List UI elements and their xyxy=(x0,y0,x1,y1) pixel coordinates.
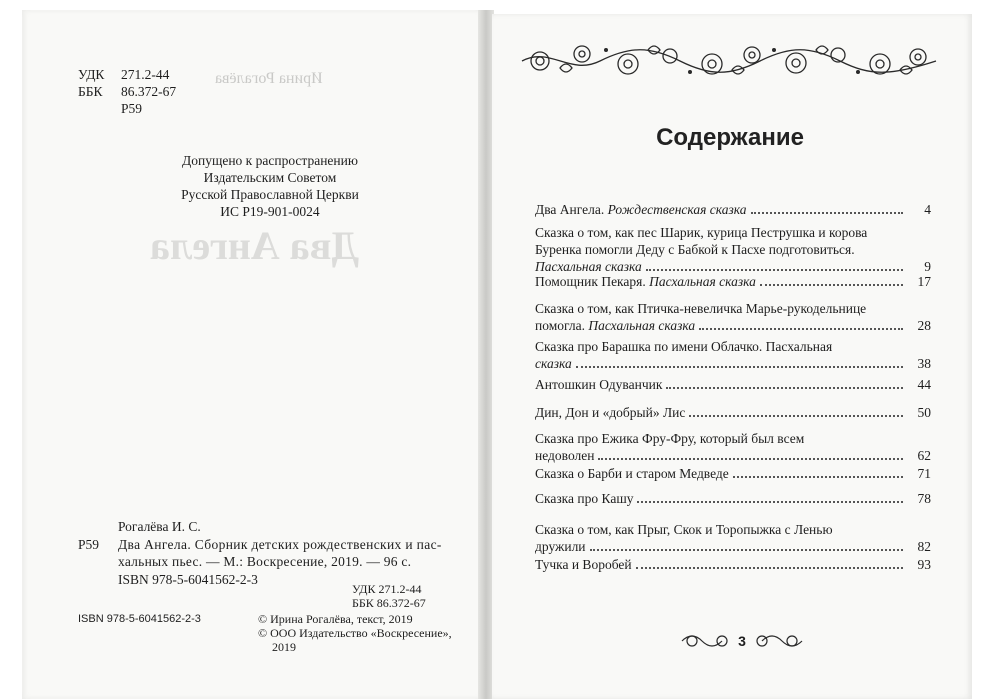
toc-entry-genre: сказка xyxy=(535,356,572,371)
bbk-code: ББК xyxy=(78,84,103,99)
toc-page-number: 93 xyxy=(917,557,931,572)
toc-entry xyxy=(535,224,931,275)
toc-entry-text xyxy=(535,317,695,334)
toc-entry-title: Дин, Дон и «добрый» Лис xyxy=(535,405,686,420)
toc-entry xyxy=(535,521,931,555)
toc-entry-genre: Пасхальная сказка xyxy=(535,259,642,274)
dot-leader xyxy=(636,567,903,569)
toc-entry-text xyxy=(535,376,662,393)
dot-leader xyxy=(576,366,903,368)
toc-entry-title: Два Ангела. xyxy=(535,202,608,217)
copyright-year: 2019 xyxy=(272,640,296,654)
toc-entry-text xyxy=(535,490,633,507)
udk-value: 271.2-44 xyxy=(121,67,170,82)
dot-leader xyxy=(598,458,903,460)
page-number: 3 xyxy=(738,633,746,649)
toc-title: Содержание xyxy=(656,124,804,151)
bib-udk: УДК 271.2-44 xyxy=(352,582,422,596)
toc-entry-title: Тучка и Воробей xyxy=(535,557,632,572)
toc-entry-text xyxy=(535,465,729,482)
toc-page-number: 17 xyxy=(917,274,931,289)
toc-entry xyxy=(535,300,931,334)
toc-entry-text xyxy=(535,538,586,555)
toc-entry-title: Антошкин Одуванчик xyxy=(535,377,663,392)
toc-page-number: 44 xyxy=(917,377,931,392)
toc-entry-line: Буренка помогли Деду с Бабкой к Пасхе подготовиться. xyxy=(535,242,855,257)
toc-entry-title: помогла. xyxy=(535,318,589,333)
toc-entry-title: Сказка о Барби и старом Медведе xyxy=(535,466,729,481)
toc-entry xyxy=(535,404,931,421)
toc-entry-last-line xyxy=(535,376,931,393)
toc-entry-title: недоволен xyxy=(535,448,595,463)
dot-leader xyxy=(733,476,903,478)
toc-page-number: 28 xyxy=(917,318,931,333)
toc-entry xyxy=(535,556,931,573)
copyright-line: © ООО Издательство «Воскресение», xyxy=(258,626,452,640)
toc-entry-text xyxy=(535,355,572,372)
bib-author: Рогалёва И. С. xyxy=(118,519,201,534)
toc-entry-title: Помощник Пекаря. xyxy=(535,274,650,289)
udk-code: УДК xyxy=(78,67,105,82)
toc-entry-text xyxy=(535,201,747,218)
bib-description-line: Два Ангела. Сборник детских рождественских и пас- xyxy=(118,537,442,552)
toc-entry-line: Сказка о том, как пес Шарик, курица Пеструшка и корова xyxy=(535,225,868,240)
catalog-code: Р59 xyxy=(121,101,143,116)
toc-entry-last-line xyxy=(535,201,931,218)
toc-entry-last-line xyxy=(535,538,931,555)
approval-line: ИС Р19-901-0024 xyxy=(220,204,320,219)
dot-leader xyxy=(760,284,903,286)
floral-ornament-icon xyxy=(520,38,938,84)
dot-leader xyxy=(646,269,903,271)
toc-entry-text xyxy=(535,404,685,421)
toc-entry-last-line xyxy=(535,556,931,573)
toc-entry-text xyxy=(535,273,756,290)
toc-entry-text xyxy=(535,556,632,573)
bib-isbn: ISBN 978-5-6041562-2-3 xyxy=(118,572,258,587)
bib-description-line: хальных пьес. — М.: Воскресение, 2019. — 96 с. xyxy=(118,554,412,569)
toc-entry-last-line xyxy=(535,490,931,507)
toc-entry-text xyxy=(535,447,594,464)
toc-page-number: 78 xyxy=(917,491,931,506)
toc-entry-line: Сказка о том, как Прыг, Скок и Торопыжка с Ленью xyxy=(535,522,833,537)
toc-page-number: 62 xyxy=(917,448,931,463)
toc-entry-genre: Пасхальная сказка xyxy=(588,318,696,333)
copyright-line: © Ирина Рогалёва, текст, 2019 xyxy=(258,612,413,626)
toc-page-number: 9 xyxy=(924,259,931,274)
show-through-author: Ирина Рогалёва xyxy=(215,70,323,87)
dot-leader xyxy=(666,387,903,389)
approval-line: Издательским Советом xyxy=(203,170,337,185)
toc-entry-last-line xyxy=(535,404,931,421)
show-through-title: Два Ангела xyxy=(150,223,359,268)
bbk-value: 86.372-67 xyxy=(121,84,177,99)
toc-entry-last-line xyxy=(535,273,931,290)
dot-leader xyxy=(637,501,903,503)
toc-entry-title: дружили xyxy=(535,539,586,554)
toc-entry xyxy=(535,465,931,482)
toc-entry-genre: Рождественская сказка xyxy=(607,202,747,217)
toc-page-number: 50 xyxy=(917,405,931,420)
toc-entry-last-line xyxy=(535,465,931,482)
toc-entry xyxy=(535,376,931,393)
approval-line: Русской Православной Церкви xyxy=(181,187,359,202)
dot-leader xyxy=(699,328,903,330)
bib-bbk: ББК 86.372-67 xyxy=(352,596,426,610)
bib-code: Р59 xyxy=(78,537,100,552)
approval-line: Допущено к распространению xyxy=(182,153,358,168)
dot-leader xyxy=(590,549,903,551)
toc-entry-line: Сказка про Барашка по имени Облачко. Пасхальная xyxy=(535,339,833,354)
toc-entry xyxy=(535,273,931,290)
footer-isbn: ISBN 978-5-6041562-2-3 xyxy=(78,613,201,625)
toc-entry xyxy=(535,430,931,464)
dot-leader xyxy=(751,212,904,214)
toc-page-number: 38 xyxy=(917,356,931,371)
toc-entry-genre: Пасхальная сказка xyxy=(649,274,756,289)
toc-entry-line: Сказка о том, как Птичка-невеличка Марье-рукодельнице xyxy=(535,301,867,316)
toc-entry xyxy=(535,338,931,372)
toc-page-number: 82 xyxy=(917,539,931,554)
toc-entry xyxy=(535,490,931,507)
toc-entry-last-line xyxy=(535,317,931,334)
toc-entry-last-line xyxy=(535,447,931,464)
toc-entry-line: Сказка про Ежика Фру-Фру, который был всем xyxy=(535,431,805,446)
toc-entry-title: Сказка про Кашу xyxy=(535,491,634,506)
toc-entry xyxy=(535,201,931,218)
toc-entry-last-line xyxy=(535,355,931,372)
toc-page-number: 71 xyxy=(917,466,931,481)
dot-leader xyxy=(689,415,903,417)
toc-page-number: 4 xyxy=(924,202,931,217)
